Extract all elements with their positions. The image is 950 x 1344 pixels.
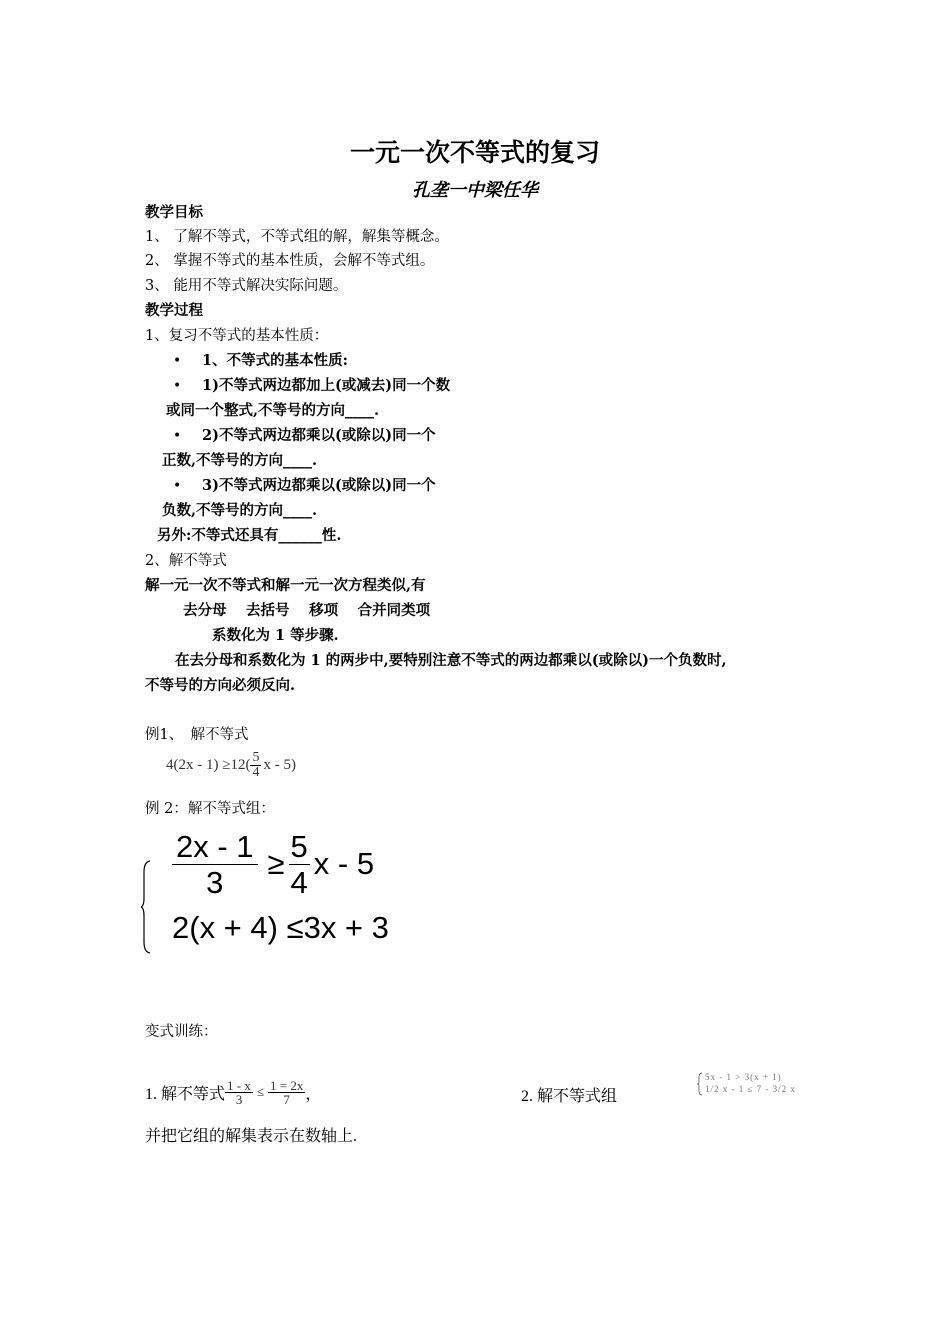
fraction-numerator: 2x - 1 bbox=[172, 831, 258, 865]
goal-item: 2、 掌握不等式的基本性质，会解不等式组。 bbox=[145, 253, 435, 269]
example-2-equation-2: 2(x + 4) ≤3x + 3 bbox=[172, 910, 389, 945]
equation-1-operator: ≥ bbox=[267, 846, 285, 881]
property-3-line-a: 3)不等式两边都乘以(或除以)同一个 bbox=[202, 477, 436, 494]
property-1-line-b: 或同一个整式,不等号的方向____. bbox=[166, 402, 380, 419]
system-line-2: 1/2 x - 1 ≤ 7 - 3/2 x bbox=[705, 1084, 796, 1094]
system-brace-icon bbox=[141, 860, 151, 954]
author-line: 孔垄一中梁任华 bbox=[412, 180, 538, 201]
practice-question-1 bbox=[145, 1069, 321, 1115]
question-2-prefix: 2. 解不等式组 bbox=[521, 1088, 618, 1105]
equation-1-fraction bbox=[172, 828, 258, 900]
fraction-denominator: 4 bbox=[252, 764, 260, 780]
question-1-tail: 并把它组的解集表示在数轴上. bbox=[145, 1128, 358, 1145]
example-2-label: 例 2：解不等式组： bbox=[145, 801, 275, 817]
practice-heading: 变式训练： bbox=[145, 1024, 218, 1040]
question-1-prefix: 1. 解不等式 bbox=[145, 1085, 226, 1103]
goals-heading: 教学目标 bbox=[145, 204, 203, 221]
system-line-1: 5x - 1 > 3(x + 1) bbox=[705, 1072, 782, 1082]
fraction-numerator: 1 = 2x bbox=[270, 1077, 304, 1093]
solve-heading: 2、解不等式 bbox=[145, 553, 227, 569]
fraction-numerator: 1 - x bbox=[227, 1077, 251, 1093]
example-2-equation-1 bbox=[172, 824, 374, 904]
small-brace-icon bbox=[697, 1072, 703, 1096]
solve-intro: 解一元一次不等式和解一元一次方程类似,有 bbox=[145, 577, 426, 594]
note-line-1: 在去分母和系数化为 1 的两步中,要特别注意不等式的两边都乘以(或除以)一个负数时, bbox=[175, 652, 727, 669]
example-1-inequality bbox=[166, 744, 296, 786]
property-1-line-a: 1)不等式两边都加上(或减去)同一个数 bbox=[202, 377, 451, 394]
property-3-line-b: 负数,不等号的方向____. bbox=[162, 502, 318, 519]
extra-property: 另外:不等式还具有______性. bbox=[157, 527, 342, 544]
goal-item: 1、 了解不等式，不等式组的解，解集等概念。 bbox=[145, 229, 449, 245]
example-1-fraction bbox=[250, 751, 261, 780]
equation-1-rhs: x - 5 bbox=[313, 846, 375, 881]
property-2-line-a: 2)不等式两边都乘以(或除以)同一个 bbox=[202, 427, 436, 444]
review-heading: 1、复习不等式的基本性质： bbox=[145, 328, 329, 344]
solve-steps-end: 系数化为 1 等步骤. bbox=[212, 627, 339, 644]
question-1-suffix: ， bbox=[305, 1085, 322, 1103]
question-1-fraction-left bbox=[225, 1079, 253, 1106]
bullet-icon: • bbox=[173, 478, 182, 494]
fraction-denominator: 3 bbox=[235, 1091, 243, 1107]
solve-steps: 去分母 去括号 移项 合并同类项 bbox=[183, 602, 431, 619]
goal-item: 3、 能用不等式解决实际问题。 bbox=[145, 278, 348, 294]
example-1-rhs: x - 5) bbox=[263, 756, 296, 773]
fraction-denominator: 3 bbox=[206, 864, 224, 900]
example-1-label: 例1、 解不等式 bbox=[145, 727, 249, 743]
note-line-2: 不等号的方向必须反向. bbox=[145, 677, 296, 694]
process-heading: 教学过程 bbox=[145, 302, 203, 319]
question-1-fraction-right bbox=[268, 1079, 305, 1106]
example-1-lhs: 4(2x - 1) ≥12( bbox=[166, 756, 251, 773]
bullet-icon: • bbox=[173, 353, 182, 369]
fraction-denominator: 4 bbox=[290, 864, 308, 900]
question-2-system bbox=[697, 1072, 857, 1096]
question-1-operator: ≤ bbox=[256, 1084, 264, 1099]
property-2-line-b: 正数,不等号的方向____. bbox=[162, 452, 318, 469]
fraction-numerator: 5 bbox=[252, 749, 260, 765]
bullet-icon: • bbox=[173, 428, 182, 444]
bullet-icon: • bbox=[173, 378, 182, 394]
fraction-denominator: 7 bbox=[283, 1091, 290, 1107]
equation-1-coefficient bbox=[289, 828, 310, 900]
page-title: 一元一次不等式的复习 bbox=[349, 138, 600, 167]
property-title: 1、不等式的基本性质: bbox=[202, 352, 348, 369]
fraction-numerator: 5 bbox=[290, 828, 308, 864]
